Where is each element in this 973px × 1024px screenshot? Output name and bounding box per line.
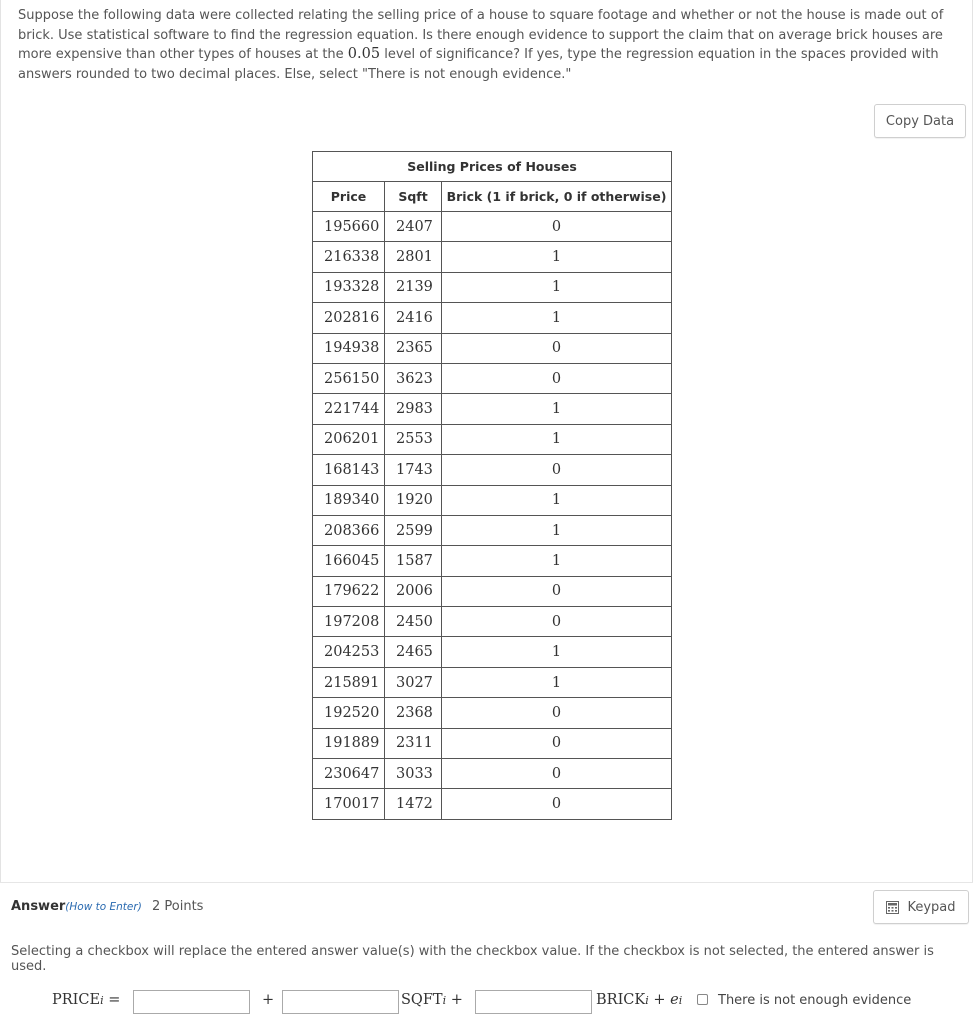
sqft-cell: 2365	[385, 333, 442, 363]
answer-label: Answer	[11, 899, 66, 914]
brick-cell: 1	[442, 242, 672, 272]
price-cell: 221744	[313, 394, 385, 424]
brick-cell: 0	[442, 333, 672, 363]
price-cell: 191889	[313, 728, 385, 758]
price-cell: 189340	[313, 485, 385, 515]
sqft-cell: 1920	[385, 485, 442, 515]
sqft-cell: 2407	[385, 212, 442, 242]
intercept-input[interactable]	[133, 990, 250, 1014]
brick-cell: 0	[442, 363, 672, 393]
brick-cell: 1	[442, 515, 672, 545]
price-cell: 256150	[313, 363, 385, 393]
table-row	[313, 546, 672, 576]
section-divider	[0, 882, 973, 883]
price-cell: 170017	[313, 789, 385, 819]
copy-data-button[interactable]: Copy Data	[874, 104, 966, 138]
table-row	[313, 424, 672, 454]
price-cell: 197208	[313, 607, 385, 637]
brick-cell: 1	[442, 485, 672, 515]
table-row	[313, 485, 672, 515]
question-text-after: level of significance? If yes, type the regression equation in the spaces provided with answers rounded to two decimal places. Else, select "There is not enough evidence."	[18, 47, 939, 82]
plus-sign: +	[262, 992, 275, 1008]
price-cell: 216338	[313, 242, 385, 272]
brick-cell: 0	[442, 789, 672, 819]
sqft-cell: 2368	[385, 698, 442, 728]
table-row	[313, 667, 672, 697]
sqft-cell: 3623	[385, 363, 442, 393]
sqft-cell: 2006	[385, 576, 442, 606]
question-text-before: Suppose the following data were collected relating the selling price of a house to square footage and whether or not the house is made out of brick. Use statistical software to find the regression equation. Is there enough evidence to support the claim that on average brick houses are more expensive than other types of houses at the	[18, 8, 944, 62]
price-cell: 179622	[313, 576, 385, 606]
table-row	[313, 728, 672, 758]
brick-cell: 0	[442, 455, 672, 485]
sqft-cell: 2139	[385, 272, 442, 302]
regression-equation-row	[0, 988, 973, 1018]
points-label: 2 Points	[152, 899, 204, 914]
table-row	[313, 455, 672, 485]
price-cell: 202816	[313, 303, 385, 333]
price-cell: 206201	[313, 424, 385, 454]
sqft-cell: 2450	[385, 607, 442, 637]
price-term: PRICEi =	[52, 992, 121, 1008]
price-cell: 195660	[313, 212, 385, 242]
sqft-cell: 3027	[385, 667, 442, 697]
brick-term: BRICKi + ei	[596, 992, 683, 1008]
price-cell: 168143	[313, 455, 385, 485]
table-row	[313, 637, 672, 667]
sqft-cell: 3033	[385, 759, 442, 789]
table-row	[313, 394, 672, 424]
table-row	[313, 515, 672, 545]
brick-cell: 1	[442, 394, 672, 424]
sqft-cell: 1743	[385, 455, 442, 485]
price-cell: 215891	[313, 667, 385, 697]
sqft-cell: 2599	[385, 515, 442, 545]
sqft-cell: 2416	[385, 303, 442, 333]
table-row	[313, 303, 672, 333]
sqft-cell: 2311	[385, 728, 442, 758]
brick-coefficient-input[interactable]	[475, 990, 592, 1014]
sqft-cell: 2983	[385, 394, 442, 424]
keypad-label: Keypad	[907, 899, 956, 915]
price-cell: 192520	[313, 698, 385, 728]
answer-heading	[11, 899, 142, 914]
table-row	[313, 576, 672, 606]
brick-cell: 1	[442, 546, 672, 576]
brick-cell: 1	[442, 667, 672, 697]
brick-cell: 0	[442, 728, 672, 758]
sqft-cell: 1587	[385, 546, 442, 576]
table-caption: Selling Prices of Houses	[313, 152, 672, 182]
table-row	[313, 698, 672, 728]
table-row	[313, 363, 672, 393]
brick-cell: 1	[442, 424, 672, 454]
how-to-enter-link[interactable]: (How to Enter)	[65, 901, 142, 913]
table-row	[313, 607, 672, 637]
table-row	[313, 242, 672, 272]
question-text	[18, 6, 968, 84]
brick-cell: 1	[442, 272, 672, 302]
brick-cell: 0	[442, 759, 672, 789]
table-row	[313, 333, 672, 363]
table-row	[313, 272, 672, 302]
houses-data-table	[312, 151, 672, 820]
sqft-cell: 2801	[385, 242, 442, 272]
keypad-button[interactable]	[873, 890, 969, 924]
sqft-cell: 2553	[385, 424, 442, 454]
table-row	[313, 759, 672, 789]
price-cell: 208366	[313, 515, 385, 545]
brick-cell: 1	[442, 637, 672, 667]
brick-cell: 1	[442, 303, 672, 333]
checkbox-instructions: Selecting a checkbox will replace the entered answer value(s) with the checkbox value. If the checkbox is not selected, the entered answer is used.	[11, 944, 934, 974]
brick-cell: 0	[442, 607, 672, 637]
significance-level: 0.05	[347, 46, 381, 62]
price-cell: 230647	[313, 759, 385, 789]
not-enough-evidence-label[interactable]: There is not enough evidence	[718, 993, 912, 1008]
calculator-icon	[886, 901, 899, 914]
price-cell: 166045	[313, 546, 385, 576]
column-header-sqft: Sqft	[385, 182, 442, 212]
column-header-brick: Brick (1 if brick, 0 if otherwise)	[442, 182, 672, 212]
price-cell: 194938	[313, 333, 385, 363]
column-header-price: Price	[313, 182, 385, 212]
price-cell: 204253	[313, 637, 385, 667]
brick-cell: 0	[442, 212, 672, 242]
price-cell: 193328	[313, 272, 385, 302]
not-enough-evidence-checkbox[interactable]	[697, 994, 708, 1005]
sqft-term: SQFTi +	[401, 992, 463, 1008]
sqft-cell: 2465	[385, 637, 442, 667]
table-row	[313, 212, 672, 242]
sqft-coefficient-input[interactable]	[282, 990, 399, 1014]
table-row	[313, 789, 672, 819]
brick-cell: 0	[442, 698, 672, 728]
brick-cell: 0	[442, 576, 672, 606]
sqft-cell: 1472	[385, 789, 442, 819]
